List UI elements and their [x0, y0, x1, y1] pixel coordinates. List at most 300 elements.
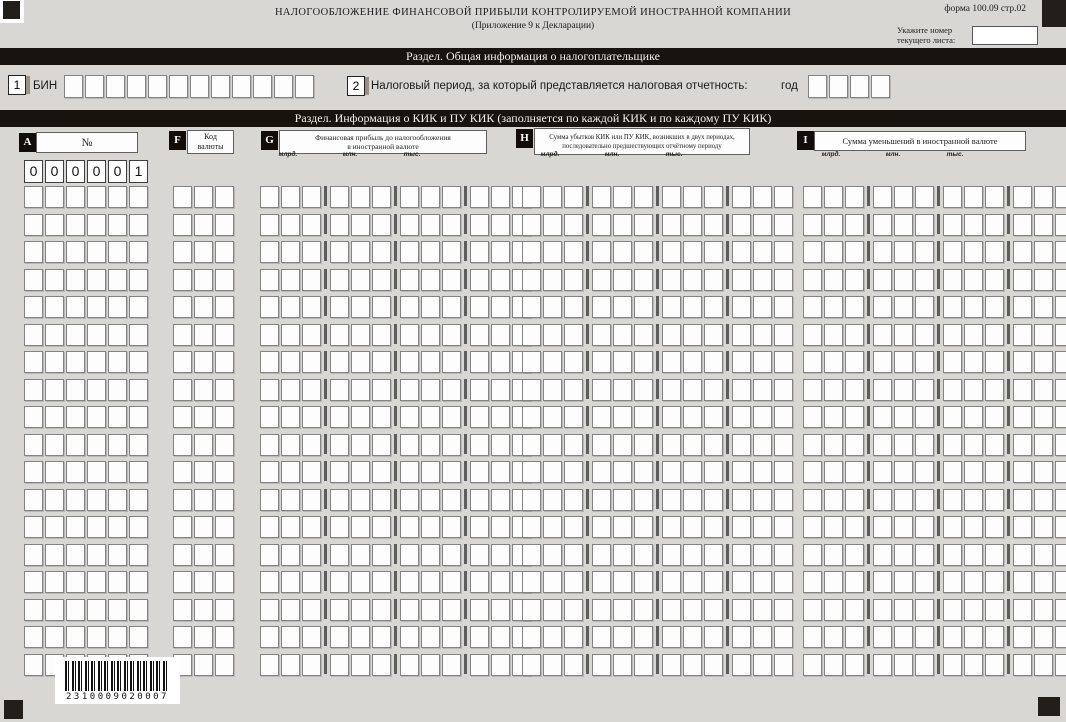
cell-f[interactable] [215, 489, 234, 511]
cell-h[interactable] [704, 461, 723, 483]
bin-cell[interactable] [127, 75, 146, 98]
cell-i[interactable] [1034, 599, 1053, 621]
cell-g[interactable] [281, 434, 300, 456]
cell-i[interactable] [1013, 186, 1032, 208]
cell-i[interactable] [964, 571, 983, 593]
cell-i[interactable] [964, 654, 983, 676]
cell-f[interactable] [194, 379, 213, 401]
cell-i[interactable] [985, 571, 1004, 593]
cell-h[interactable] [662, 516, 681, 538]
cell-g[interactable] [421, 461, 440, 483]
cell-a[interactable] [87, 324, 106, 346]
cell-h[interactable] [774, 516, 793, 538]
cell-g[interactable] [470, 296, 489, 318]
cell-g[interactable] [281, 351, 300, 373]
cell-g[interactable] [421, 324, 440, 346]
cell-i[interactable] [1055, 489, 1066, 511]
cell-h[interactable] [543, 489, 562, 511]
cell-g[interactable] [260, 296, 279, 318]
cell-i[interactable] [985, 324, 1004, 346]
cell-i[interactable] [1034, 241, 1053, 263]
cell-i[interactable] [915, 489, 934, 511]
cell-a[interactable] [87, 599, 106, 621]
cell-a[interactable] [108, 626, 127, 648]
cell-a[interactable] [45, 599, 64, 621]
cell-i[interactable] [915, 654, 934, 676]
cell-a[interactable] [108, 214, 127, 236]
cell-i[interactable] [915, 626, 934, 648]
cell-g[interactable] [281, 241, 300, 263]
cell-i[interactable] [943, 379, 962, 401]
cell-h[interactable] [683, 571, 702, 593]
cell-a[interactable] [66, 186, 85, 208]
cell-h[interactable] [543, 544, 562, 566]
cell-g[interactable] [400, 406, 419, 428]
year-cell[interactable] [850, 75, 869, 98]
cell-a[interactable] [45, 626, 64, 648]
cell-i[interactable] [915, 516, 934, 538]
cell-g[interactable] [372, 571, 391, 593]
cell-i[interactable] [915, 379, 934, 401]
cell-h[interactable] [753, 351, 772, 373]
cell-i[interactable] [915, 461, 934, 483]
cell-h[interactable] [732, 489, 751, 511]
cell-g[interactable] [421, 406, 440, 428]
cell-g[interactable] [400, 516, 419, 538]
cell-h[interactable] [564, 186, 583, 208]
cell-g[interactable] [260, 654, 279, 676]
cell-a[interactable] [66, 599, 85, 621]
cell-h[interactable] [662, 296, 681, 318]
cell-h[interactable] [683, 296, 702, 318]
cell-i[interactable] [803, 296, 822, 318]
cell-h[interactable] [564, 351, 583, 373]
cell-f[interactable] [215, 379, 234, 401]
cell-i[interactable] [1034, 186, 1053, 208]
cell-i[interactable] [845, 241, 864, 263]
cell-f[interactable] [215, 516, 234, 538]
cell-h[interactable] [774, 461, 793, 483]
cell-h[interactable] [522, 626, 541, 648]
cell-i[interactable] [824, 269, 843, 291]
cell-g[interactable] [442, 599, 461, 621]
cell-i[interactable] [894, 461, 913, 483]
cell-h[interactable] [613, 516, 632, 538]
cell-h[interactable] [753, 599, 772, 621]
cell-g[interactable] [442, 626, 461, 648]
cell-i[interactable] [894, 324, 913, 346]
cell-a[interactable] [129, 324, 148, 346]
cell-h[interactable] [543, 406, 562, 428]
cell-f[interactable] [173, 489, 192, 511]
cell-g[interactable] [421, 434, 440, 456]
cell-h[interactable] [774, 214, 793, 236]
cell-g[interactable] [400, 269, 419, 291]
cell-g[interactable] [421, 186, 440, 208]
cell-a[interactable] [45, 434, 64, 456]
cell-h[interactable] [592, 544, 611, 566]
cell-a[interactable] [24, 626, 43, 648]
cell-i[interactable] [985, 186, 1004, 208]
cell-f[interactable] [215, 186, 234, 208]
cell-h[interactable] [683, 461, 702, 483]
cell-g[interactable] [400, 434, 419, 456]
cell-i[interactable] [894, 214, 913, 236]
cell-f[interactable] [215, 434, 234, 456]
cell-h[interactable] [662, 269, 681, 291]
cell-h[interactable] [634, 544, 653, 566]
cell-i[interactable] [943, 324, 962, 346]
cell-h[interactable] [753, 434, 772, 456]
cell-i[interactable] [1055, 324, 1066, 346]
cell-f[interactable] [194, 296, 213, 318]
cell-f[interactable] [194, 186, 213, 208]
cell-h[interactable] [662, 186, 681, 208]
cell-i[interactable] [894, 186, 913, 208]
row-number-cell[interactable]: 0 [66, 160, 85, 183]
cell-f[interactable] [173, 296, 192, 318]
cell-h[interactable] [683, 214, 702, 236]
cell-g[interactable] [260, 324, 279, 346]
cell-g[interactable] [421, 241, 440, 263]
cell-g[interactable] [302, 434, 321, 456]
cell-g[interactable] [470, 214, 489, 236]
cell-g[interactable] [260, 186, 279, 208]
cell-h[interactable] [732, 544, 751, 566]
cell-g[interactable] [281, 324, 300, 346]
cell-a[interactable] [66, 296, 85, 318]
cell-a[interactable] [45, 406, 64, 428]
cell-g[interactable] [260, 406, 279, 428]
cell-g[interactable] [491, 571, 510, 593]
cell-h[interactable] [543, 379, 562, 401]
cell-h[interactable] [543, 269, 562, 291]
cell-f[interactable] [194, 241, 213, 263]
cell-i[interactable] [943, 296, 962, 318]
cell-g[interactable] [372, 379, 391, 401]
cell-g[interactable] [260, 351, 279, 373]
cell-h[interactable] [662, 351, 681, 373]
cell-h[interactable] [522, 489, 541, 511]
cell-f[interactable] [194, 544, 213, 566]
cell-h[interactable] [522, 654, 541, 676]
cell-f[interactable] [215, 269, 234, 291]
cell-h[interactable] [683, 489, 702, 511]
cell-a[interactable] [87, 269, 106, 291]
bin-cell[interactable] [190, 75, 209, 98]
cell-i[interactable] [1055, 461, 1066, 483]
cell-i[interactable] [894, 544, 913, 566]
cell-g[interactable] [330, 214, 349, 236]
cell-a[interactable] [45, 351, 64, 373]
cell-i[interactable] [964, 434, 983, 456]
cell-i[interactable] [1055, 544, 1066, 566]
cell-h[interactable] [662, 599, 681, 621]
cell-i[interactable] [894, 241, 913, 263]
cell-g[interactable] [372, 626, 391, 648]
cell-g[interactable] [491, 241, 510, 263]
cell-i[interactable] [915, 351, 934, 373]
cell-h[interactable] [613, 544, 632, 566]
cell-f[interactable] [194, 489, 213, 511]
cell-g[interactable] [351, 214, 370, 236]
cell-f[interactable] [215, 599, 234, 621]
cell-h[interactable] [704, 626, 723, 648]
cell-i[interactable] [845, 461, 864, 483]
cell-g[interactable] [470, 406, 489, 428]
cell-i[interactable] [964, 516, 983, 538]
cell-h[interactable] [704, 544, 723, 566]
cell-g[interactable] [470, 544, 489, 566]
cell-h[interactable] [564, 461, 583, 483]
cell-h[interactable] [662, 544, 681, 566]
cell-i[interactable] [1034, 434, 1053, 456]
cell-a[interactable] [87, 434, 106, 456]
cell-i[interactable] [803, 599, 822, 621]
cell-g[interactable] [491, 544, 510, 566]
cell-i[interactable] [845, 379, 864, 401]
cell-h[interactable] [753, 324, 772, 346]
cell-h[interactable] [704, 654, 723, 676]
cell-g[interactable] [302, 379, 321, 401]
cell-h[interactable] [592, 186, 611, 208]
cell-i[interactable] [915, 269, 934, 291]
cell-h[interactable] [683, 406, 702, 428]
cell-i[interactable] [824, 434, 843, 456]
cell-i[interactable] [824, 489, 843, 511]
cell-h[interactable] [774, 489, 793, 511]
cell-g[interactable] [491, 186, 510, 208]
cell-a[interactable] [45, 186, 64, 208]
cell-f[interactable] [215, 241, 234, 263]
cell-h[interactable] [662, 379, 681, 401]
cell-g[interactable] [260, 269, 279, 291]
cell-i[interactable] [845, 296, 864, 318]
cell-h[interactable] [774, 406, 793, 428]
cell-h[interactable] [564, 406, 583, 428]
cell-a[interactable] [45, 324, 64, 346]
bin-cell[interactable] [232, 75, 251, 98]
cell-h[interactable] [543, 599, 562, 621]
cell-h[interactable] [613, 241, 632, 263]
bin-cell[interactable] [64, 75, 83, 98]
cell-g[interactable] [470, 269, 489, 291]
row-number-cell[interactable]: 1 [129, 160, 148, 183]
cell-a[interactable] [87, 406, 106, 428]
cell-a[interactable] [108, 434, 127, 456]
cell-h[interactable] [592, 654, 611, 676]
cell-h[interactable] [564, 324, 583, 346]
cell-i[interactable] [803, 269, 822, 291]
cell-g[interactable] [442, 379, 461, 401]
cell-i[interactable] [1055, 296, 1066, 318]
cell-h[interactable] [564, 214, 583, 236]
cell-i[interactable] [943, 571, 962, 593]
cell-h[interactable] [662, 571, 681, 593]
cell-a[interactable] [108, 489, 127, 511]
cell-i[interactable] [873, 241, 892, 263]
cell-g[interactable] [372, 654, 391, 676]
cell-a[interactable] [45, 379, 64, 401]
cell-g[interactable] [302, 516, 321, 538]
cell-h[interactable] [732, 296, 751, 318]
cell-i[interactable] [943, 654, 962, 676]
cell-a[interactable] [24, 489, 43, 511]
cell-a[interactable] [129, 351, 148, 373]
cell-i[interactable] [964, 544, 983, 566]
cell-h[interactable] [634, 186, 653, 208]
cell-g[interactable] [281, 599, 300, 621]
cell-g[interactable] [302, 351, 321, 373]
cell-g[interactable] [421, 269, 440, 291]
cell-h[interactable] [662, 461, 681, 483]
cell-g[interactable] [281, 654, 300, 676]
cell-g[interactable] [351, 296, 370, 318]
cell-i[interactable] [873, 214, 892, 236]
cell-g[interactable] [372, 599, 391, 621]
cell-g[interactable] [400, 379, 419, 401]
cell-g[interactable] [442, 461, 461, 483]
cell-h[interactable] [592, 324, 611, 346]
cell-g[interactable] [400, 214, 419, 236]
cell-i[interactable] [964, 461, 983, 483]
cell-g[interactable] [470, 379, 489, 401]
cell-i[interactable] [824, 599, 843, 621]
cell-h[interactable] [592, 516, 611, 538]
cell-g[interactable] [281, 296, 300, 318]
cell-f[interactable] [215, 324, 234, 346]
cell-h[interactable] [774, 241, 793, 263]
cell-h[interactable] [634, 214, 653, 236]
cell-h[interactable] [753, 571, 772, 593]
cell-h[interactable] [732, 214, 751, 236]
cell-g[interactable] [351, 626, 370, 648]
cell-h[interactable] [753, 241, 772, 263]
cell-a[interactable] [87, 461, 106, 483]
cell-i[interactable] [1055, 351, 1066, 373]
cell-g[interactable] [442, 544, 461, 566]
cell-a[interactable] [45, 571, 64, 593]
cell-f[interactable] [194, 516, 213, 538]
cell-a[interactable] [24, 351, 43, 373]
cell-i[interactable] [873, 654, 892, 676]
cell-h[interactable] [683, 599, 702, 621]
cell-i[interactable] [894, 599, 913, 621]
cell-h[interactable] [613, 296, 632, 318]
cell-h[interactable] [592, 626, 611, 648]
cell-h[interactable] [683, 186, 702, 208]
cell-i[interactable] [873, 599, 892, 621]
cell-h[interactable] [683, 434, 702, 456]
cell-i[interactable] [873, 351, 892, 373]
cell-g[interactable] [372, 324, 391, 346]
cell-i[interactable] [915, 406, 934, 428]
cell-g[interactable] [281, 571, 300, 593]
cell-h[interactable] [592, 269, 611, 291]
cell-g[interactable] [351, 406, 370, 428]
cell-i[interactable] [1055, 599, 1066, 621]
cell-g[interactable] [421, 296, 440, 318]
cell-h[interactable] [704, 324, 723, 346]
row-number-cell[interactable]: 0 [24, 160, 43, 183]
cell-h[interactable] [634, 406, 653, 428]
cell-g[interactable] [372, 241, 391, 263]
cell-i[interactable] [873, 296, 892, 318]
cell-h[interactable] [543, 461, 562, 483]
cell-a[interactable] [24, 654, 43, 676]
cell-i[interactable] [803, 324, 822, 346]
cell-a[interactable] [66, 269, 85, 291]
cell-a[interactable] [66, 214, 85, 236]
cell-i[interactable] [943, 489, 962, 511]
cell-a[interactable] [108, 379, 127, 401]
cell-g[interactable] [470, 461, 489, 483]
cell-a[interactable] [45, 544, 64, 566]
cell-i[interactable] [873, 269, 892, 291]
cell-f[interactable] [194, 626, 213, 648]
cell-i[interactable] [894, 351, 913, 373]
cell-h[interactable] [662, 406, 681, 428]
cell-g[interactable] [260, 434, 279, 456]
cell-h[interactable] [753, 544, 772, 566]
cell-f[interactable] [173, 379, 192, 401]
cell-h[interactable] [774, 544, 793, 566]
cell-f[interactable] [173, 269, 192, 291]
cell-h[interactable] [683, 654, 702, 676]
cell-h[interactable] [613, 324, 632, 346]
cell-h[interactable] [732, 406, 751, 428]
cell-g[interactable] [260, 214, 279, 236]
cell-f[interactable] [194, 324, 213, 346]
cell-i[interactable] [985, 379, 1004, 401]
cell-i[interactable] [824, 626, 843, 648]
cell-h[interactable] [634, 516, 653, 538]
cell-h[interactable] [634, 626, 653, 648]
cell-f[interactable] [194, 571, 213, 593]
cell-g[interactable] [491, 324, 510, 346]
cell-g[interactable] [470, 351, 489, 373]
cell-i[interactable] [1013, 434, 1032, 456]
cell-i[interactable] [803, 626, 822, 648]
cell-h[interactable] [522, 214, 541, 236]
cell-a[interactable] [66, 544, 85, 566]
cell-i[interactable] [894, 489, 913, 511]
row-number-cell[interactable]: 0 [87, 160, 106, 183]
cell-h[interactable] [753, 489, 772, 511]
cell-a[interactable] [66, 489, 85, 511]
cell-h[interactable] [662, 434, 681, 456]
cell-f[interactable] [215, 406, 234, 428]
cell-g[interactable] [260, 461, 279, 483]
cell-g[interactable] [330, 626, 349, 648]
cell-i[interactable] [873, 379, 892, 401]
cell-a[interactable] [87, 571, 106, 593]
cell-h[interactable] [613, 351, 632, 373]
cell-i[interactable] [915, 434, 934, 456]
cell-h[interactable] [564, 544, 583, 566]
cell-h[interactable] [774, 654, 793, 676]
cell-h[interactable] [634, 571, 653, 593]
cell-g[interactable] [330, 571, 349, 593]
cell-i[interactable] [1034, 489, 1053, 511]
cell-i[interactable] [803, 461, 822, 483]
cell-h[interactable] [753, 269, 772, 291]
cell-a[interactable] [66, 626, 85, 648]
cell-h[interactable] [543, 434, 562, 456]
cell-g[interactable] [330, 296, 349, 318]
cell-i[interactable] [1034, 461, 1053, 483]
cell-g[interactable] [302, 654, 321, 676]
